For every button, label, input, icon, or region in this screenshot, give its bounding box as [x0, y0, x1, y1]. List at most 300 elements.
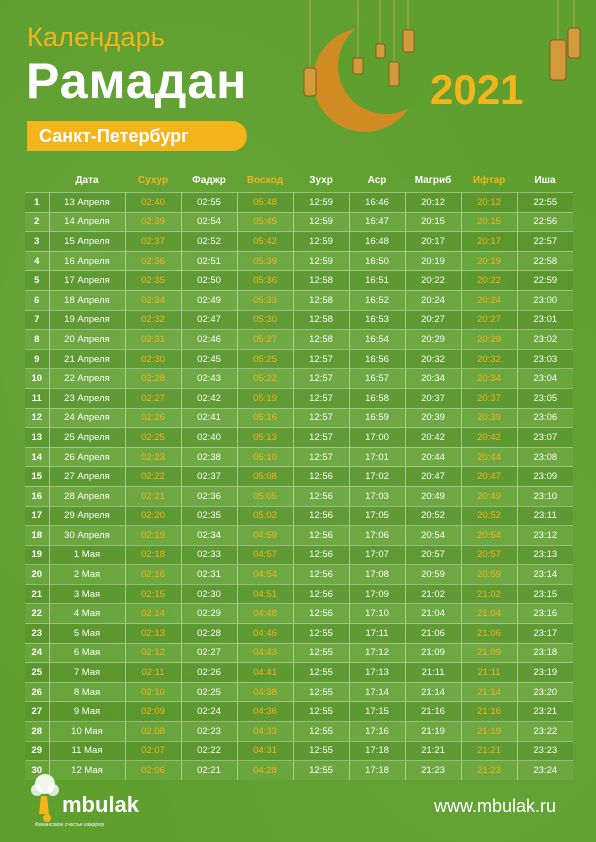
table-cell: 02:07 [125, 741, 181, 761]
table-cell: 20:24 [405, 290, 461, 310]
table-cell: 23:07 [517, 428, 573, 448]
title-small: Календарь [27, 22, 166, 52]
table-cell: 02:14 [125, 604, 181, 624]
table-cell: 02:42 [181, 388, 237, 408]
table-cell: 02:36 [125, 251, 181, 271]
table-cell: 02:51 [181, 251, 237, 271]
table-cell: 05:36 [237, 271, 293, 291]
column-header: Восход [246, 174, 284, 186]
table-cell: 19 [25, 545, 49, 565]
table-cell: 02:35 [181, 506, 237, 526]
table-cell: 02:40 [181, 428, 237, 448]
table-row [25, 271, 573, 291]
table-cell: 12:58 [293, 271, 349, 291]
table-cell: 28 [25, 722, 49, 742]
table-cell: 17:09 [349, 584, 405, 604]
table-cell: 04:31 [237, 741, 293, 761]
table-cell: 5 Мая [49, 624, 125, 644]
table-cell: 12:55 [293, 722, 349, 742]
table-cell: 16:59 [349, 408, 405, 428]
prayer-times-table [25, 168, 573, 780]
table-cell: 02:31 [125, 330, 181, 350]
table-cell: 02:09 [125, 702, 181, 722]
table-cell: 23 Апреля [49, 388, 125, 408]
table-cell: 20:49 [405, 486, 461, 506]
table-cell: 21:11 [405, 663, 461, 683]
table-cell: 16:56 [349, 349, 405, 369]
table-cell: 12:59 [293, 193, 349, 213]
table-cell: 02:30 [181, 584, 237, 604]
table-cell: 15 [25, 467, 49, 487]
table-cell: 02:37 [125, 232, 181, 252]
table-cell: 16:48 [349, 232, 405, 252]
table-cell: 21:06 [405, 624, 461, 644]
table-cell: 16:46 [349, 193, 405, 213]
table-cell: 12 Мая [49, 761, 125, 780]
table-cell: 24 Апреля [49, 408, 125, 428]
table-cell: 23:18 [517, 643, 573, 663]
table-row [25, 526, 573, 546]
table-cell: 20:17 [405, 232, 461, 252]
table-row [25, 408, 573, 428]
table-cell: 16:58 [349, 388, 405, 408]
table-cell: 02:27 [181, 643, 237, 663]
table-cell: 05:13 [237, 428, 293, 448]
table-cell: 17:00 [349, 428, 405, 448]
table-cell: 04:46 [237, 624, 293, 644]
table-row [25, 428, 573, 448]
table-cell: 25 Апреля [49, 428, 125, 448]
table-cell: 02:34 [181, 526, 237, 546]
table-cell: 21 [25, 584, 49, 604]
table-cell: 20:12 [461, 193, 517, 213]
column-header: Сухур [137, 174, 169, 186]
table-cell: 7 Мая [49, 663, 125, 683]
table-cell: 02:10 [125, 682, 181, 702]
table-cell: 23:17 [517, 624, 573, 644]
table-cell: 12:58 [293, 330, 349, 350]
table-cell: 02:25 [181, 682, 237, 702]
table-cell: 6 Мая [49, 643, 125, 663]
table-cell: 02:26 [125, 408, 181, 428]
table-cell: 04:59 [237, 526, 293, 546]
table-cell: 20:19 [405, 251, 461, 271]
website-link[interactable]: www.mbulak.ru [433, 796, 556, 816]
table-cell: 17:13 [349, 663, 405, 683]
table-cell: 20:42 [461, 428, 517, 448]
table-cell: 12:59 [293, 232, 349, 252]
table-cell: 02:25 [125, 428, 181, 448]
table-cell: 23:00 [517, 290, 573, 310]
table-row [25, 447, 573, 467]
table-cell: 22:56 [517, 212, 573, 232]
table-cell: 20:27 [461, 310, 517, 330]
table-row [25, 212, 573, 232]
table-cell: 24 [25, 643, 49, 663]
table-cell: 02:45 [181, 349, 237, 369]
table-cell: 05:27 [237, 330, 293, 350]
table-cell: 21:02 [461, 584, 517, 604]
table-header-row [25, 168, 573, 193]
table-cell: 17:14 [349, 682, 405, 702]
table-cell: 21:14 [461, 682, 517, 702]
table-cell: 05:30 [237, 310, 293, 330]
table-row [25, 251, 573, 271]
table-cell: 16:53 [349, 310, 405, 330]
table-cell: 04:54 [237, 565, 293, 585]
table-row [25, 643, 573, 663]
table-row [25, 702, 573, 722]
table-row [25, 310, 573, 330]
table-cell: 05:42 [237, 232, 293, 252]
table-cell: 12:55 [293, 663, 349, 683]
table-cell: 16 Апреля [49, 251, 125, 271]
column-header: Аср [367, 174, 387, 186]
table-row [25, 232, 573, 252]
table-cell: 20:19 [461, 251, 517, 271]
table-cell: 12:57 [293, 428, 349, 448]
table-row [25, 584, 573, 604]
table-cell: 12:56 [293, 545, 349, 565]
table-cell: 05:39 [237, 251, 293, 271]
table-cell: 20:15 [405, 212, 461, 232]
table-cell: 20:42 [405, 428, 461, 448]
table-cell: 20:44 [405, 447, 461, 467]
table-cell: 20:12 [405, 193, 461, 213]
table-cell: 21:21 [461, 741, 517, 761]
table-cell: 21:06 [461, 624, 517, 644]
table-cell: 12:56 [293, 526, 349, 546]
table-cell: 13 Апреля [49, 193, 125, 213]
table-cell: 05:45 [237, 212, 293, 232]
table-cell: 23:04 [517, 369, 573, 389]
table-cell: 20:34 [405, 369, 461, 389]
table-cell: 27 [25, 702, 49, 722]
table-cell: 16:54 [349, 330, 405, 350]
table-cell: 3 Мая [49, 584, 125, 604]
table-cell: 20 [25, 565, 49, 585]
table-cell: 02:43 [181, 369, 237, 389]
table-cell: 05:16 [237, 408, 293, 428]
table-cell: 12:56 [293, 506, 349, 526]
table-cell: 29 Апреля [49, 506, 125, 526]
table-cell: 12:55 [293, 702, 349, 722]
table-cell: 02:24 [181, 702, 237, 722]
table-cell: 02:19 [125, 526, 181, 546]
table-cell: 21:21 [405, 741, 461, 761]
table-cell: 02:35 [125, 271, 181, 291]
table-cell: 02:16 [125, 565, 181, 585]
table-cell: 17 [25, 506, 49, 526]
table-cell: 04:33 [237, 722, 293, 742]
table-cell: 14 [25, 447, 49, 467]
table-cell: 02:32 [125, 310, 181, 330]
table-cell: 21:23 [405, 761, 461, 780]
table-cell: 17:08 [349, 565, 405, 585]
table-cell: 20:32 [461, 349, 517, 369]
table-cell: 02:33 [181, 545, 237, 565]
table-cell: 02:18 [125, 545, 181, 565]
city-badge: Санкт-Петербург [27, 121, 247, 151]
table-cell: 16:47 [349, 212, 405, 232]
table-cell: 02:27 [125, 388, 181, 408]
table-cell: 23:11 [517, 506, 573, 526]
table-cell: 12:59 [293, 251, 349, 271]
table-cell: 17:18 [349, 741, 405, 761]
table-body [25, 193, 573, 780]
title-big: Рамадан [26, 53, 248, 109]
table-cell: 21:04 [405, 604, 461, 624]
table-cell: 23:16 [517, 604, 573, 624]
ramadan-decoration [290, 0, 596, 140]
table-cell: 16:57 [349, 369, 405, 389]
table-cell: 23:14 [517, 565, 573, 585]
table-cell: 02:26 [181, 663, 237, 683]
table-cell: 22:57 [517, 232, 573, 252]
table-cell: 21:16 [461, 702, 517, 722]
table-cell: 11 Мая [49, 741, 125, 761]
table-row [25, 193, 573, 213]
table-cell: 27 Апреля [49, 467, 125, 487]
table-cell: 23:22 [517, 722, 573, 742]
table-cell: 21:11 [461, 663, 517, 683]
table-cell: 04:51 [237, 584, 293, 604]
column-header: Дата [75, 174, 99, 186]
table-cell: 20:22 [461, 271, 517, 291]
table-cell: 20:29 [405, 330, 461, 350]
table-cell: 23:15 [517, 584, 573, 604]
table-cell: 20:34 [461, 369, 517, 389]
table-cell: 22:58 [517, 251, 573, 271]
table-cell: 8 [25, 330, 49, 350]
table-cell: 4 [25, 251, 49, 271]
table-row [25, 722, 573, 742]
table-cell: 02:37 [181, 467, 237, 487]
table-cell: 23:08 [517, 447, 573, 467]
table-cell: 17:16 [349, 722, 405, 742]
column-header: Магриб [414, 174, 452, 186]
table-cell: 3 [25, 232, 49, 252]
table-cell: 21:04 [461, 604, 517, 624]
table-cell: 20:24 [461, 290, 517, 310]
table-cell: 05:05 [237, 486, 293, 506]
table-cell: 20:15 [461, 212, 517, 232]
brand-name: mbulak [62, 792, 140, 817]
table-cell: 20:59 [461, 565, 517, 585]
table-cell: 17:06 [349, 526, 405, 546]
table-cell: 20:29 [461, 330, 517, 350]
table-cell: 17:02 [349, 467, 405, 487]
table-cell: 20:52 [461, 506, 517, 526]
table-cell: 02:55 [181, 193, 237, 213]
table-cell: 20:22 [405, 271, 461, 291]
table-cell: 17 Апреля [49, 271, 125, 291]
table-row [25, 506, 573, 526]
table-cell: 02:40 [125, 193, 181, 213]
table-cell: 4 Мая [49, 604, 125, 624]
table-cell: 20:54 [461, 526, 517, 546]
brand-slogan: Финансовое счастье каждому [35, 822, 105, 828]
table-cell: 05:19 [237, 388, 293, 408]
table-cell: 23:23 [517, 741, 573, 761]
table-cell: 04:41 [237, 663, 293, 683]
table-cell: 02:31 [181, 565, 237, 585]
crescent-moon-icon [313, 18, 434, 132]
table-cell: 05:25 [237, 349, 293, 369]
table-cell: 12:56 [293, 604, 349, 624]
table-cell: 23:21 [517, 702, 573, 722]
table-row [25, 682, 573, 702]
table-cell: 15 Апреля [49, 232, 125, 252]
table-row [25, 741, 573, 761]
table-cell: 02:21 [181, 761, 237, 780]
table-cell: 21:23 [461, 761, 517, 780]
table-cell: 28 Апреля [49, 486, 125, 506]
column-header [25, 168, 49, 193]
year-label: 2021 [430, 66, 524, 113]
table-cell: 20:39 [405, 408, 461, 428]
table-cell: 10 [25, 369, 49, 389]
table-cell: 12:56 [293, 584, 349, 604]
table-cell: 12:55 [293, 624, 349, 644]
table-cell: 17:11 [349, 624, 405, 644]
table-cell: 02:28 [125, 369, 181, 389]
table-cell: 12:55 [293, 682, 349, 702]
table-cell: 23:03 [517, 349, 573, 369]
table-cell: 16 [25, 486, 49, 506]
table-cell: 02:11 [125, 663, 181, 683]
table-cell: 02:21 [125, 486, 181, 506]
table-cell: 9 Мая [49, 702, 125, 722]
table-cell: 12:58 [293, 290, 349, 310]
table-cell: 20:59 [405, 565, 461, 585]
table-cell: 23:13 [517, 545, 573, 565]
table-cell: 26 Апреля [49, 447, 125, 467]
table-cell: 1 [25, 193, 49, 213]
table-cell: 20:47 [405, 467, 461, 487]
table-cell: 05:10 [237, 447, 293, 467]
table-cell: 04:36 [237, 702, 293, 722]
table-cell: 02:23 [125, 447, 181, 467]
table-cell: 14 Апреля [49, 212, 125, 232]
table-row [25, 467, 573, 487]
table-cell: 04:57 [237, 545, 293, 565]
table-row [25, 330, 573, 350]
table-cell: 21:19 [405, 722, 461, 742]
table-cell: 22 Апреля [49, 369, 125, 389]
table-cell: 18 [25, 526, 49, 546]
table-cell: 02:39 [125, 212, 181, 232]
table-row [25, 486, 573, 506]
table-cell: 12:57 [293, 369, 349, 389]
table-cell: 05:02 [237, 506, 293, 526]
table-cell: 23:10 [517, 486, 573, 506]
column-header: Иша [534, 174, 556, 186]
table-cell: 02:54 [181, 212, 237, 232]
table-cell: 12:58 [293, 310, 349, 330]
table-cell: 12:57 [293, 447, 349, 467]
table-cell: 20:39 [461, 408, 517, 428]
table-row [25, 663, 573, 683]
table-cell: 16:50 [349, 251, 405, 271]
table-row [25, 290, 573, 310]
table-cell: 12:56 [293, 467, 349, 487]
table-cell: 22:59 [517, 271, 573, 291]
table-cell: 11 [25, 388, 49, 408]
table-cell: 04:48 [237, 604, 293, 624]
table-cell: 02:15 [125, 584, 181, 604]
column-header: Фаджр [192, 174, 226, 186]
table-cell: 23:06 [517, 408, 573, 428]
table-cell: 6 [25, 290, 49, 310]
table-cell: 02:38 [181, 447, 237, 467]
table-cell: 17:07 [349, 545, 405, 565]
table-cell: 17:10 [349, 604, 405, 624]
table-cell: 21:14 [405, 682, 461, 702]
table-cell: 04:38 [237, 682, 293, 702]
table-cell: 21:02 [405, 584, 461, 604]
table-cell: 20:17 [461, 232, 517, 252]
table-cell: 02:22 [125, 467, 181, 487]
table-cell: 02:12 [125, 643, 181, 663]
table-row [25, 624, 573, 644]
table-cell: 02:30 [125, 349, 181, 369]
table-cell: 12:55 [293, 643, 349, 663]
table-cell: 23:24 [517, 761, 573, 780]
table-cell: 22:55 [517, 193, 573, 213]
table-cell: 21:09 [405, 643, 461, 663]
table-cell: 02:23 [181, 722, 237, 742]
table-cell: 02:52 [181, 232, 237, 252]
table-cell: 20:44 [461, 447, 517, 467]
table-row [25, 369, 573, 389]
table-cell: 23 [25, 624, 49, 644]
table-cell: 21:19 [461, 722, 517, 742]
table-cell: 25 [25, 663, 49, 683]
table-cell: 02:20 [125, 506, 181, 526]
table-cell: 21 Апреля [49, 349, 125, 369]
table-cell: 23:05 [517, 388, 573, 408]
table-cell: 02:06 [125, 761, 181, 780]
table-row [25, 349, 573, 369]
table-cell: 02:28 [181, 624, 237, 644]
table-cell: 20:37 [405, 388, 461, 408]
table-cell: 23:01 [517, 310, 573, 330]
table-cell: 26 [25, 682, 49, 702]
table-cell: 20 Апреля [49, 330, 125, 350]
table-cell: 02:46 [181, 330, 237, 350]
table-cell: 9 [25, 349, 49, 369]
table-cell: 5 [25, 271, 49, 291]
table-cell: 18 Апреля [49, 290, 125, 310]
table-cell: 23:09 [517, 467, 573, 487]
table-cell: 12:56 [293, 486, 349, 506]
table-row [25, 545, 573, 565]
table-cell: 10 Мая [49, 722, 125, 742]
table-cell: 20:52 [405, 506, 461, 526]
table-cell: 20:47 [461, 467, 517, 487]
table-cell: 22 [25, 604, 49, 624]
table-cell: 8 Мая [49, 682, 125, 702]
table-cell: 05:48 [237, 193, 293, 213]
table-cell: 23:02 [517, 330, 573, 350]
table-cell: 21:16 [405, 702, 461, 722]
table-cell: 20:54 [405, 526, 461, 546]
table-cell: 20:37 [461, 388, 517, 408]
table-cell: 17:18 [349, 761, 405, 780]
table-row [25, 565, 573, 585]
table-cell: 30 Апреля [49, 526, 125, 546]
